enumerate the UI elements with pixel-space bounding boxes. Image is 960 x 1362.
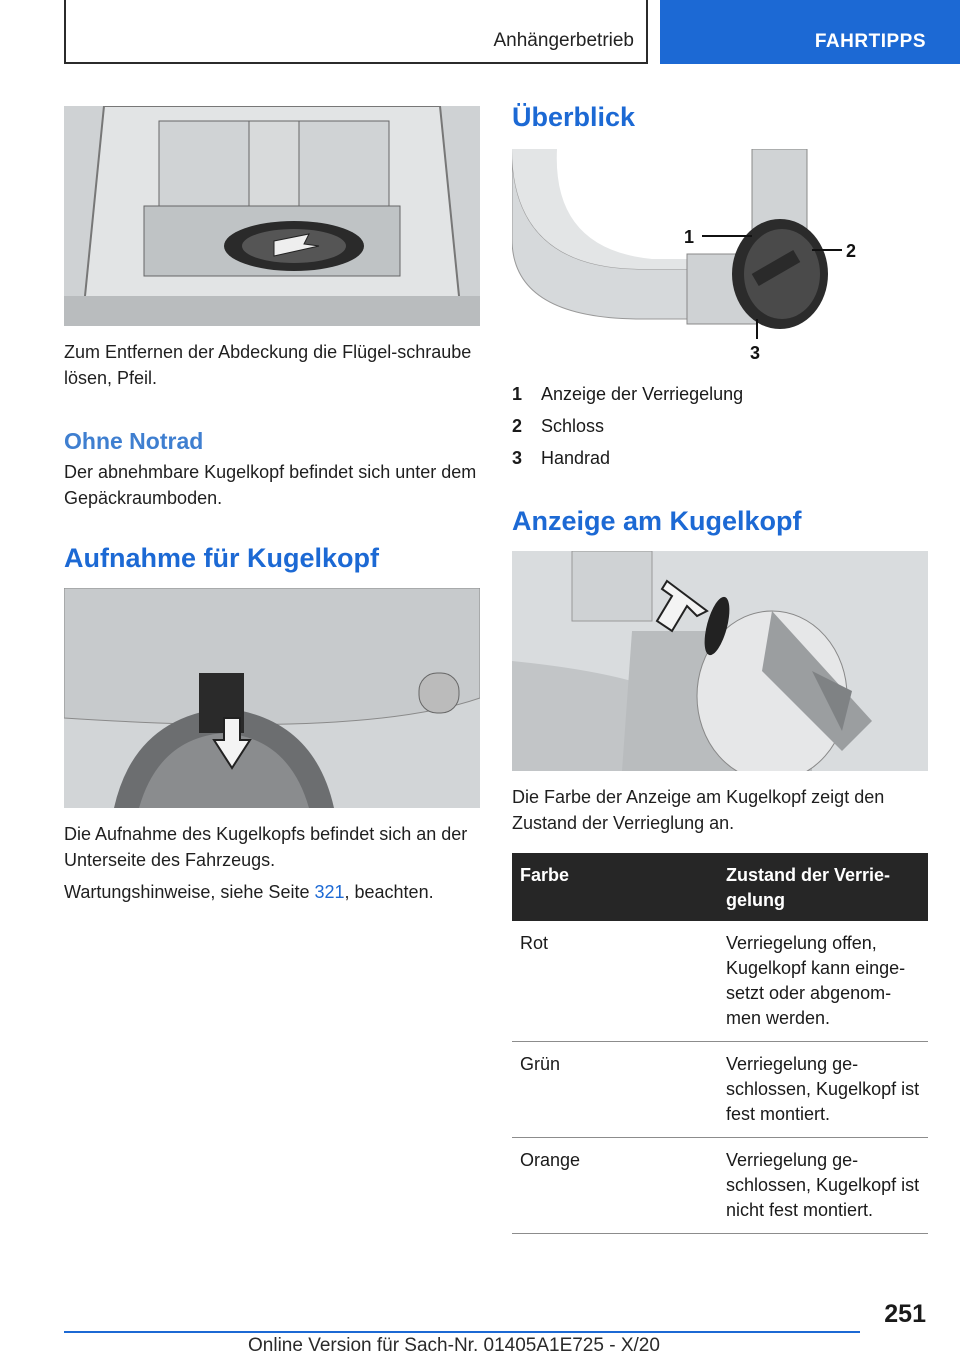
page-link-321[interactable]: 321 (314, 882, 345, 902)
indicator-caption: Die Farbe der Anzeige am Kugelkopf zeigt den Zustand der Verrieglung an. (512, 787, 885, 833)
table-cell-state: Verriegelung ge-schlossen, Kugelkopf ist fest montiert. (718, 1042, 928, 1138)
table-header-state: Zustand der Verrie-gelung (718, 853, 928, 921)
indicator-color-table (512, 853, 928, 1234)
figure-callout-2: 2 (846, 241, 857, 261)
footer-divider (64, 1331, 860, 1333)
legend-item: 1 Anzeige der Verriegelung (512, 384, 744, 404)
trunk-caption: Zum Entfernen der Abdeckung die Flügel-schraube lösen, Pfeil. (64, 342, 472, 388)
figure-callout-3: 3 (750, 343, 761, 363)
indicator-image (512, 551, 928, 771)
left-column (64, 106, 480, 905)
header-chapter-tab[interactable] (660, 0, 960, 64)
tow-ball-figure (512, 149, 928, 369)
legend-list (512, 378, 928, 474)
heading-overview: Überblick (512, 102, 636, 132)
table-cell-state: Verriegelung offen, Kugelkopf kann einge-setzt oder abgenom-men werden. (718, 921, 928, 1042)
legend-item: 3 Handrad (512, 448, 611, 468)
table-cell-color: Grün (512, 1042, 718, 1138)
heading-indicator: Anzeige am Kugelkopf (512, 506, 802, 536)
table-cell-state: Verriegelung ge-schlossen, Kugelkopf ist nicht fest montiert. (718, 1138, 928, 1234)
maintenance-note: Wartungshinweise, siehe Seite 321, beachten. (64, 882, 434, 902)
table-row (512, 921, 928, 1042)
mount-image (64, 588, 480, 808)
table-cell-color: Rot (512, 921, 718, 1042)
mount-caption: Die Aufnahme des Kugelkopfs befindet sich an der Unterseite des Fahrzeugs. (64, 824, 468, 870)
table-row (512, 1042, 928, 1138)
legend-item: 2 Schloss (512, 416, 605, 436)
header-section-box (64, 0, 648, 64)
footer-online-version: Online Version für Sach-Nr. 01405A1E725 - X/20 (248, 1335, 660, 1356)
trunk-floor-image (64, 106, 480, 326)
subheading-text: Der abnehmbare Kugelkopf befindet sich unter dem Gepäckraumboden. (64, 462, 477, 508)
header-chapter-title: FAHRTIPPS (814, 31, 926, 52)
table-cell-color: Orange (512, 1138, 718, 1234)
table-header-row (512, 853, 928, 921)
heading-mount: Aufnahme für Kugelkopf (64, 543, 379, 573)
header-section-title: Anhängerbetrieb (493, 30, 634, 51)
table-header-color: Farbe (512, 853, 718, 921)
page-number: 251 (884, 1300, 926, 1328)
right-column (512, 100, 928, 1234)
figure-callout-1: 1 (684, 227, 695, 247)
table-row (512, 1138, 928, 1234)
subheading-no-spare: Ohne Notrad (64, 428, 204, 454)
